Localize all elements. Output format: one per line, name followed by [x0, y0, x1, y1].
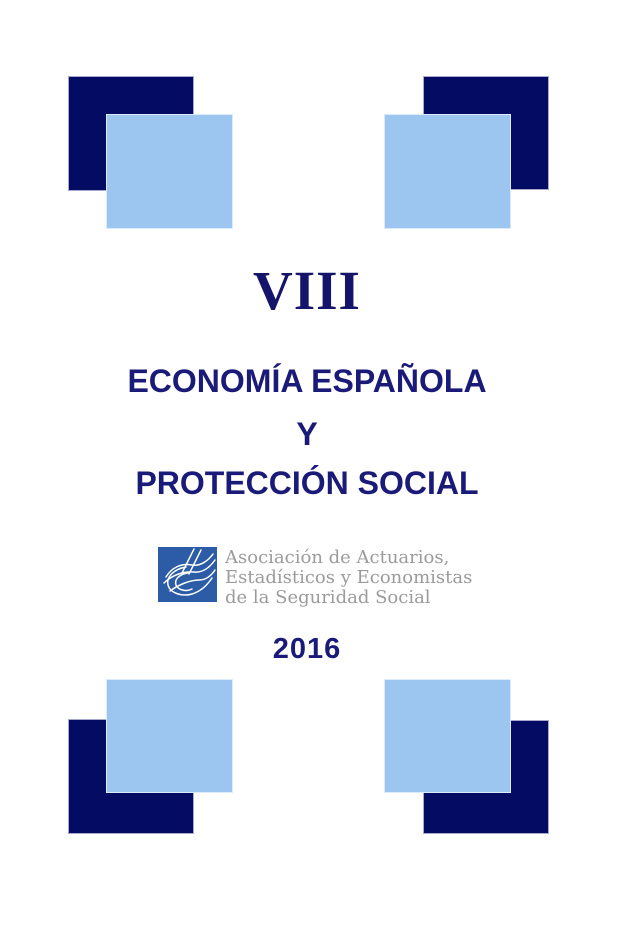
- decorative-blue-square-top-left: [106, 114, 233, 229]
- decorative-blue-square-top-right: [384, 114, 511, 229]
- association-name: [225, 547, 472, 608]
- year-label: 2016: [272, 633, 342, 665]
- association-name-line-3: de la Seguridad Social: [225, 587, 431, 608]
- decorative-blue-square-bottom-left: [106, 679, 233, 793]
- decorative-blue-square-bottom-right: [384, 679, 511, 793]
- title-line-3: PROTECCIÓN SOCIAL: [135, 465, 479, 501]
- title-line-2: Y: [296, 416, 318, 452]
- title-line-1: ECONOMÍA ESPAÑOLA: [127, 363, 487, 399]
- volume-number: VIII: [253, 260, 361, 321]
- calligraphic-monogram-icon: [158, 547, 217, 602]
- association-name-line-1: Asociación de Actuarios,: [225, 547, 450, 568]
- association-name-line-2: Estadísticos y Economistas: [225, 567, 473, 588]
- association-logo: [158, 547, 472, 608]
